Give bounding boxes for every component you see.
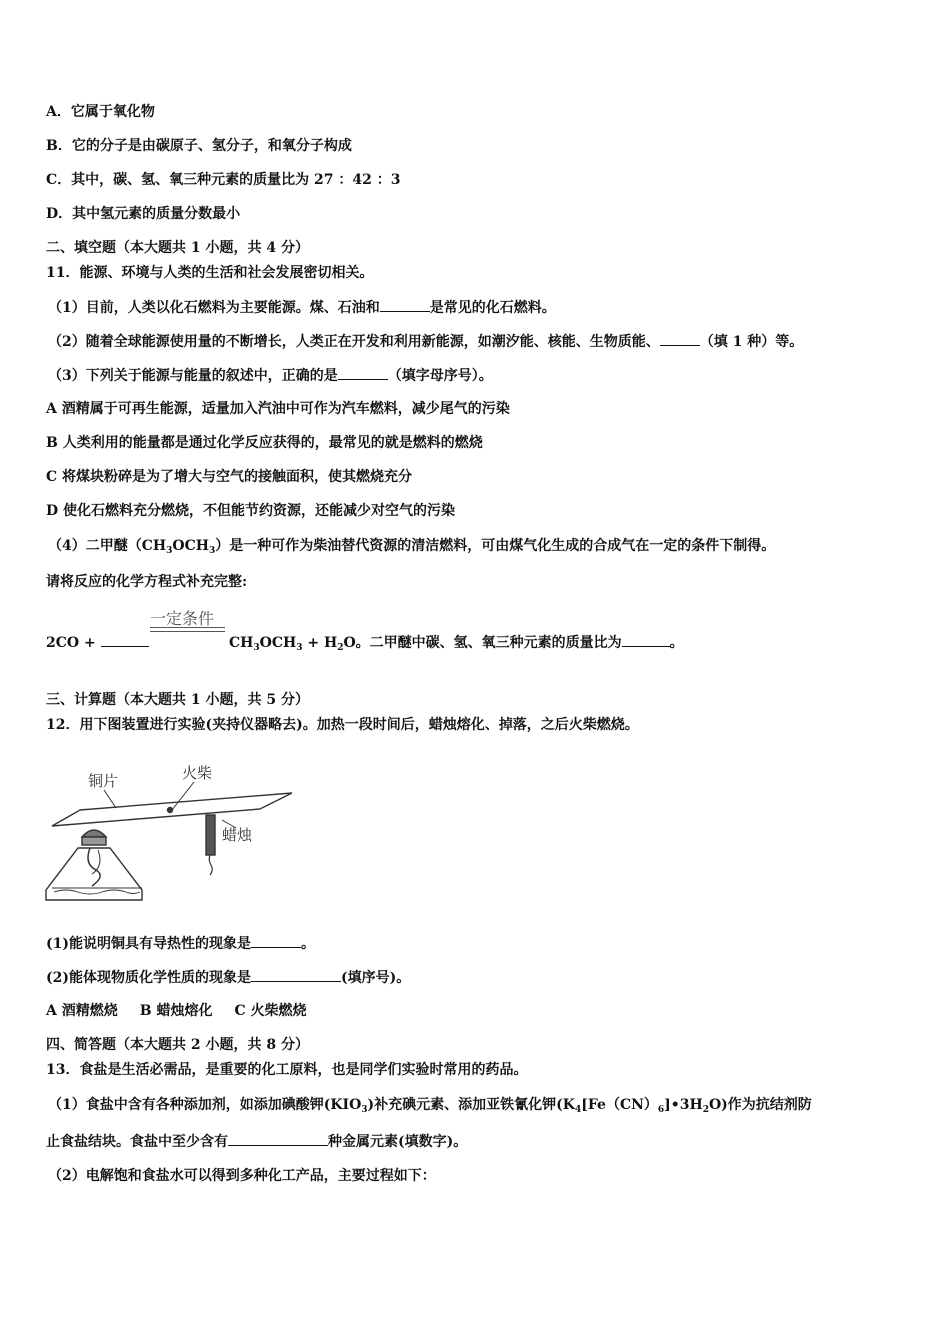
q12-stem: 12．用下图装置进行实验(夹持仪器略去)。加热一段时间后，蜡烛熔化、掉落，之后火柴燃烧。 [46,717,639,733]
q11-part3: （3）下列关于能源与能量的叙述中，正确的是 （填字母序号）。 [48,368,493,384]
q11-part1: （1）目前，人类以化石燃料为主要能源。煤、石油和 是常见的化石燃料。 [48,300,556,316]
option-d: D．其中氢元素的质量分数最小 [46,206,241,222]
chemical-equation-left: 2CO + [46,633,149,652]
option-a: A．它属于氧化物 [46,104,155,120]
q12-part1: (1)能说明铜具有导热性的现象是 。 [46,936,315,952]
q12-part2: (2)能体现物质化学性质的现象是 (填序号)。 [46,970,411,986]
q13-part1: （1）食盐中含有各种添加剂，如添加碘酸钾$(KIO_3)$补充碘元素、添加亚铁氰化钾$(K_4[Fe(CN)_6]•3H_2O)$作为抗结剂防 [48,1097,812,1115]
q13-part1-line2: 止食盐结块。食盐中至少含有 种金属元素(填数字)。 [46,1134,468,1150]
q11-option-b: B 人类利用的能量都是通过化学反应获得的，最常见的就是燃料的燃烧 [46,435,483,451]
section3-heading: 三、计算题（本大题共 1 小题，共 5 分） [46,692,309,708]
label-copper-sheet: 铜片 [88,772,119,790]
reaction-condition: 一定条件 [150,609,215,628]
option-c: C．其中，碳、氢、氧三种元素的质量比为 27 ：42 ：3 [46,172,401,188]
q12-choices: A 酒精燃烧 B 蜡烛熔化 C 火柴燃烧 [46,1003,307,1019]
blank-chemical-property[interactable] [251,968,341,982]
blank-metal-elements[interactable] [228,1132,328,1146]
blank-conductivity[interactable] [251,934,301,948]
option-b: B．它的分子是由碳原子、氢分子，和氧分子构成 [46,138,352,154]
q11-part2: （2）随着全球能源使用量的不断增长，人类正在开发和利用新能源，如潮汐能、核能、生物质能、 （填 1 种）等。 [48,334,804,350]
q11-stem: 11．能源、环境与人类的生活和社会发展密切相关。 [46,265,374,281]
chemical-equation-right: $CH_3OCH_3 + H_2O$。二甲醚中碳、氢、氧三种元素的质量比为 。 [229,635,684,653]
blank-reactant[interactable] [101,633,149,647]
label-candle: 蜡烛 [222,826,253,844]
q11-option-a: A 酒精属于可再生能源，适量加入汽油中可作为汽车燃料，减少尾气的污染 [46,401,510,417]
q13-stem: 13．食盐是生活必需品，是重要的化工原料，也是同学们实验时常用的药品。 [46,1062,528,1078]
q11-part4-line2: 请将反应的化学方程式补充完整: [46,574,248,590]
blank-mass-ratio[interactable] [622,633,670,647]
q11-part4: （4）二甲醚$(CH_3OCH_3)$是一种可作为柴油替代资源的清洁燃料，可由煤气化生成的合成气在一定的条件下制得。 [48,538,776,556]
q11-option-c: C 将煤块粉碎是为了增大与空气的接触面积，使其燃烧充分 [46,469,413,485]
burner-cap [82,830,106,837]
label-match: 火柴 [182,764,213,782]
equation-arrow-top [150,627,225,628]
blank-fossil-fuel[interactable] [380,298,430,312]
equation-arrow-bottom [150,631,225,632]
section2-heading: 二、填空题（本大题共 1 小题，共 4 分） [46,240,309,256]
blank-correct-letters[interactable] [338,366,388,380]
candle-shape [206,815,215,855]
blank-new-energy[interactable] [660,332,700,346]
q11-option-d: D 使化石燃料充分燃烧，不但能节约资源，还能减少对空气的污染 [46,503,456,519]
section4-heading: 四、简答题（本大题共 2 小题，共 8 分） [46,1037,309,1053]
experiment-apparatus-figure [44,760,304,912]
q13-part2: （2）电解饱和食盐水可以得到多种化工产品，主要过程如下： [48,1168,436,1184]
